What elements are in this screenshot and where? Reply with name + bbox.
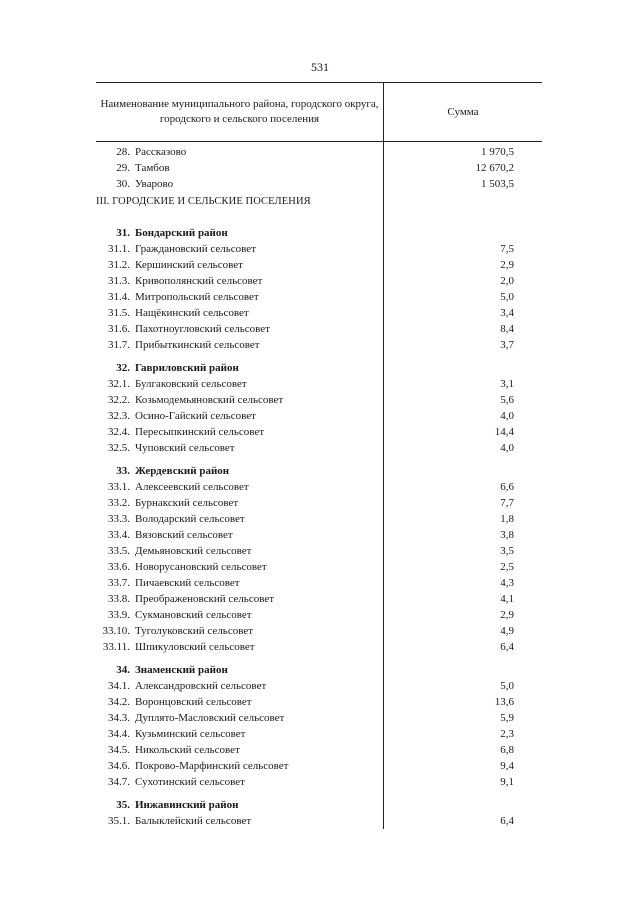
table-row: [96, 726, 542, 742]
district-row: [96, 790, 542, 813]
settlement-name: Митропольский сельсовет: [135, 291, 259, 303]
table-header-row: [96, 83, 542, 142]
row-sum-value: 12 670,2: [384, 160, 543, 176]
row-number: 33.2.: [108, 497, 130, 509]
table-row: [96, 511, 542, 527]
row-number: 35.1.: [108, 815, 130, 827]
table-row: [96, 305, 542, 321]
settlement-name: Покрово-Марфинский сельсовет: [135, 760, 289, 772]
row-sum-value: 9,1: [384, 774, 543, 790]
row-number: 31.3.: [108, 275, 130, 287]
row-sum-value: 8,4: [384, 321, 543, 337]
district-number: 32.: [116, 362, 130, 374]
row-sum-value: 4,0: [384, 408, 543, 424]
settlement-name: Тамбов: [135, 162, 170, 174]
settlement-name: Кривополянский сельсовет: [135, 275, 263, 287]
table-row: [96, 160, 542, 176]
settlement-name: Вязовский сельсовет: [135, 529, 233, 541]
budget-table: [96, 82, 542, 829]
settlement-name: Алексеевский сельсовет: [135, 481, 249, 493]
table-row: [96, 241, 542, 257]
settlement-name: Нащёкинский сельсовет: [135, 307, 249, 319]
table-row: [96, 813, 542, 829]
table-row: [96, 575, 542, 591]
row-sum-value: 4,1: [384, 591, 543, 607]
table-row: [96, 758, 542, 774]
row-number: 32.1.: [108, 378, 130, 390]
table-row: [96, 321, 542, 337]
row-sum-value: 7,5: [384, 241, 543, 257]
row-number: 34.6.: [108, 760, 130, 772]
row-number: 33.3.: [108, 513, 130, 525]
district-number: 35.: [116, 799, 130, 811]
row-number: 30.: [116, 178, 130, 190]
row-sum-value: 1 503,5: [384, 176, 543, 192]
table-body: [96, 142, 542, 830]
settlement-name: Никольский сельсовет: [135, 744, 240, 756]
table-row: [96, 142, 542, 161]
row-sum-value: 4,3: [384, 575, 543, 591]
district-name: Знаменский район: [135, 664, 228, 676]
row-sum-value: 7,7: [384, 495, 543, 511]
row-number: 31.6.: [108, 323, 130, 335]
row-number: 31.7.: [108, 339, 130, 351]
settlement-name: Володарский сельсовет: [135, 513, 245, 525]
row-sum-value: 4,9: [384, 623, 543, 639]
district-name: Жердевский район: [135, 465, 230, 477]
row-sum-value: 5,6: [384, 392, 543, 408]
section-title: III. ГОРОДСКИЕ И СЕЛЬСКИЕ ПОСЕЛЕНИЯ: [96, 196, 311, 207]
row-number: 33.1.: [108, 481, 130, 493]
settlement-name: Пересыпкинский сельсовет: [135, 426, 265, 438]
settlement-name: Балыклейский сельсовет: [135, 815, 252, 827]
settlement-name: Граждановский сельсовет: [135, 243, 256, 255]
section-sum-empty: [384, 192, 543, 218]
row-sum-value: 3,1: [384, 376, 543, 392]
row-sum-value: 2,5: [384, 559, 543, 575]
district-row: [96, 218, 542, 241]
row-sum-value: 2,9: [384, 257, 543, 273]
row-number: 33.7.: [108, 577, 130, 589]
row-sum-value: 3,5: [384, 543, 543, 559]
settlement-name: Рассказово: [135, 146, 187, 158]
settlement-name: Пахотноугловский сельсовет: [135, 323, 270, 335]
row-number: 33.10.: [102, 625, 130, 637]
table-row: [96, 543, 542, 559]
row-sum-value: 5,0: [384, 289, 543, 305]
row-number: 33.11.: [102, 641, 130, 653]
table-row: [96, 289, 542, 305]
row-sum-value: 14,4: [384, 424, 543, 440]
row-number: 33.5.: [108, 545, 130, 557]
settlement-name: Уварово: [135, 178, 174, 190]
page-number: 531: [311, 60, 329, 74]
row-sum-value: 5,0: [384, 678, 543, 694]
table-row: [96, 694, 542, 710]
district-name: Инжавинский район: [135, 799, 239, 811]
table-row: [96, 607, 542, 623]
settlement-name: Бурнакский сельсовет: [135, 497, 239, 509]
row-sum-value: 6,4: [384, 639, 543, 655]
row-sum-value: 3,7: [384, 337, 543, 353]
settlement-name: Преображеновский сельсовет: [135, 593, 275, 605]
district-name: Гавриловский район: [135, 362, 239, 374]
table-row: [96, 774, 542, 790]
district-number: 31.: [116, 227, 130, 239]
table-row: [96, 591, 542, 607]
table-row: [96, 408, 542, 424]
row-number: 32.5.: [108, 442, 130, 454]
settlement-name: Чуповский сельсовет: [135, 442, 235, 454]
table-row: [96, 440, 542, 456]
table-row: [96, 639, 542, 655]
row-number: 31.5.: [108, 307, 130, 319]
table-row: [96, 527, 542, 543]
row-sum-value: 1 970,5: [384, 142, 543, 161]
table-row: [96, 424, 542, 440]
district-row: [96, 353, 542, 376]
settlement-name: Сукмановский сельсовет: [135, 609, 252, 621]
table-row: [96, 623, 542, 639]
row-number: 32.2.: [108, 394, 130, 406]
row-number: 31.1.: [108, 243, 130, 255]
table-row: [96, 376, 542, 392]
settlement-name: Козьмодемьяновский сельсовет: [135, 394, 284, 406]
district-name: Бондарский район: [135, 227, 228, 239]
settlement-name: Булгаковский сельсовет: [135, 378, 247, 390]
row-number: 28.: [116, 146, 130, 158]
district-number: 33.: [116, 465, 130, 477]
table-row: [96, 176, 542, 192]
settlement-name: Прибыткинский сельсовет: [135, 339, 260, 351]
table-row: [96, 742, 542, 758]
table-row: [96, 559, 542, 575]
table-row: [96, 495, 542, 511]
row-sum-value: 9,4: [384, 758, 543, 774]
row-number: 33.6.: [108, 561, 130, 573]
row-sum-value: [384, 353, 543, 376]
settlement-name: Дуплято-Масловский сельсовет: [135, 712, 285, 724]
row-number: 34.5.: [108, 744, 130, 756]
table-row: [96, 273, 542, 289]
row-number: 34.2.: [108, 696, 130, 708]
settlement-name: Кузьминский сельсовет: [135, 728, 246, 740]
settlement-name: Сухотинский сельсовет: [135, 776, 245, 788]
row-number: 34.4.: [108, 728, 130, 740]
settlement-name: Новорусановский сельсовет: [135, 561, 267, 573]
header-name-column: Наименование муниципального района, городского округа, городского и сельского поселения: [96, 83, 384, 142]
row-sum-value: 2,9: [384, 607, 543, 623]
settlement-name: Александровский сельсовет: [135, 680, 267, 692]
settlement-name: Осино-Гайский сельсовет: [135, 410, 256, 422]
row-sum-value: 6,6: [384, 479, 543, 495]
row-number: 32.3.: [108, 410, 130, 422]
district-row: [96, 655, 542, 678]
row-sum-value: 1,8: [384, 511, 543, 527]
row-sum-value: 2,0: [384, 273, 543, 289]
table-row: [96, 337, 542, 353]
table-row: [96, 678, 542, 694]
row-number: 32.4.: [108, 426, 130, 438]
settlement-name: Туголуковский сельсовет: [135, 625, 254, 637]
row-sum-value: 3,4: [384, 305, 543, 321]
table-row: [96, 710, 542, 726]
settlement-name: Пичаевский сельсовет: [135, 577, 240, 589]
row-number: 33.8.: [108, 593, 130, 605]
district-row: [96, 456, 542, 479]
table-row: [96, 257, 542, 273]
row-sum-value: [384, 655, 543, 678]
row-sum-value: 13,6: [384, 694, 543, 710]
row-sum-value: 6,8: [384, 742, 543, 758]
section-heading-row: [96, 192, 542, 218]
row-sum-value: 5,9: [384, 710, 543, 726]
row-number: 34.3.: [108, 712, 130, 724]
row-sum-value: 6,4: [384, 813, 543, 829]
settlement-name: Демьяновский сельсовет: [135, 545, 252, 557]
settlement-name: Шпикуловский сельсовет: [135, 641, 255, 653]
settlement-name: Кершинский сельсовет: [135, 259, 243, 271]
row-sum-value: 3,8: [384, 527, 543, 543]
row-number: 29.: [116, 162, 130, 174]
table-row: [96, 392, 542, 408]
header-sum-column: Сумма: [384, 83, 543, 142]
row-sum-value: [384, 218, 543, 241]
row-number: 33.4.: [108, 529, 130, 541]
table-row: [96, 479, 542, 495]
row-number: 31.2.: [108, 259, 130, 271]
row-number: 31.4.: [108, 291, 130, 303]
row-number: 34.1.: [108, 680, 130, 692]
row-sum-value: 2,3: [384, 726, 543, 742]
row-number: 34.7.: [108, 776, 130, 788]
row-sum-value: 4,0: [384, 440, 543, 456]
district-number: 34.: [116, 664, 130, 676]
settlement-name: Воронцовский сельсовет: [135, 696, 252, 708]
row-sum-value: [384, 790, 543, 813]
row-number: 33.9.: [108, 609, 130, 621]
row-sum-value: [384, 456, 543, 479]
